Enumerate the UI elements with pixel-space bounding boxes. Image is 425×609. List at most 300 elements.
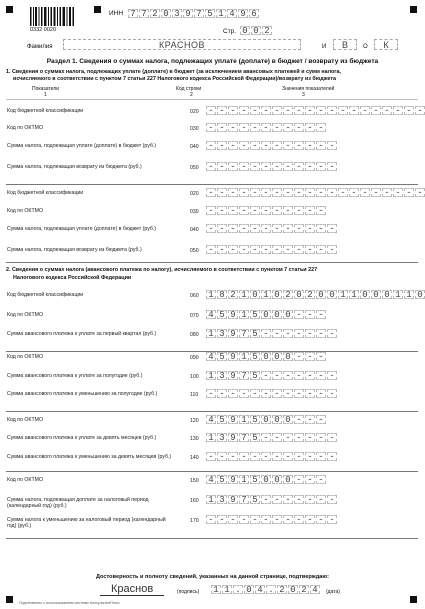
value-cell: - [316,452,326,461]
date-cell: 2 [299,585,309,594]
value-cell: - [305,106,315,115]
section-2-title-2: Налогового кодекса Российской Федерации [13,275,132,281]
value-cell: - [283,224,293,233]
value-cell: - [228,206,238,215]
value-cell: - [327,433,337,442]
value-cell: - [327,495,337,504]
row-code: 060 [190,293,199,299]
value-cell: - [283,162,293,171]
value-cell: 9 [228,475,238,484]
value-cell: 7 [239,371,249,380]
page-label: Стр. [223,28,237,35]
row-value-field[interactable] [206,495,338,504]
value-cell: 0 [283,310,293,319]
row-code: 020 [190,109,199,115]
value-cell: 1 [349,290,359,299]
value-cell: - [316,371,326,380]
value-cell: - [294,310,304,319]
value-cell: - [327,106,337,115]
row-label: Код бюджетной классификации [7,190,84,196]
initial-i-field[interactable]: В [333,39,357,50]
value-cell: 0 [360,290,370,299]
value-cell: 0 [283,475,293,484]
value-cell: 0 [272,352,282,361]
date-cell: 0 [244,585,254,594]
row-code: 160 [190,498,199,504]
value-cell: - [305,371,315,380]
value-cell: - [316,495,326,504]
value-cell: 0 [261,310,271,319]
credit-text: Подготовлено с использованием системы КонсультантПлюс [19,601,120,605]
inn-cell: 9 [238,9,248,18]
value-cell: - [206,106,216,115]
value-cell: - [217,123,227,132]
value-cell: - [305,188,315,197]
value-cell: - [415,188,425,197]
date-cell: 1 [211,585,221,594]
value-cell: - [217,162,227,171]
value-cell: - [316,141,326,150]
value-cell: - [294,475,304,484]
value-cell: - [217,515,227,524]
value-cell: - [206,224,216,233]
divider [6,538,418,539]
value-cell: - [305,162,315,171]
value-cell: - [217,245,227,254]
inn-cell: 0 [161,9,171,18]
inn-label: ИНН [109,10,124,17]
row-value-field[interactable] [206,475,327,484]
value-cell: - [239,452,249,461]
value-cell: - [316,188,326,197]
value-cell: - [294,123,304,132]
value-cell: - [250,188,260,197]
corner-marker [410,596,417,603]
divider [6,262,418,263]
value-cell: 7 [239,329,249,338]
value-cell: 0 [415,290,425,299]
row-code: 040 [190,227,199,233]
section-1-subtitle-2: исчисляемого в соответствии с пунктом 7 статьи 227 Налогового кодекса Российской Федерации)/возврату из бюджета [13,76,337,82]
row-code: 140 [190,455,199,461]
value-cell: 9 [228,433,238,442]
signature[interactable]: Краснов [111,583,154,595]
value-cell: - [327,188,337,197]
value-cell: 1 [206,495,216,504]
value-cell: - [250,162,260,171]
value-cell: - [316,433,326,442]
value-cell: - [349,106,359,115]
value-cell: - [283,452,293,461]
row-value-field[interactable] [206,389,338,398]
row-value-field[interactable] [206,123,327,132]
value-cell: 0 [272,290,282,299]
value-cell: - [316,515,326,524]
value-cell: 5 [217,352,227,361]
barcode-number: 0332 0020 [30,27,56,33]
value-cell: 5 [250,329,260,338]
row-value-field[interactable] [206,141,338,150]
value-cell: - [250,206,260,215]
signature-line [100,595,164,596]
value-cell: - [404,106,414,115]
value-cell: - [283,389,293,398]
value-cell: - [272,329,282,338]
value-cell: 7 [239,433,249,442]
value-cell: - [294,495,304,504]
divider [6,99,418,100]
value-cell: - [294,415,304,424]
value-cell: - [305,141,315,150]
value-cell: - [327,371,337,380]
value-cell: 0 [294,290,304,299]
divider [6,351,418,352]
value-cell: 1 [239,475,249,484]
value-cell: - [393,106,403,115]
value-cell: 3 [217,329,227,338]
value-cell: 1 [206,371,216,380]
value-cell: - [206,452,216,461]
value-cell: 0 [261,415,271,424]
surname-field[interactable]: КРАСНОВ [63,39,301,50]
row-value-field[interactable] [206,206,327,215]
value-cell: 5 [250,475,260,484]
value-cell: - [217,188,227,197]
row-value-field[interactable] [206,106,425,115]
value-cell: - [272,515,282,524]
value-cell: - [239,106,249,115]
value-cell: - [217,206,227,215]
row-label: Сумма налога, подлежащая уплате (доплате) в бюджет (руб.) [7,143,157,149]
value-cell: - [382,188,392,197]
value-cell: - [404,188,414,197]
initial-o-field[interactable]: К [374,39,398,50]
date-field[interactable] [211,585,321,594]
row-value-field[interactable] [206,224,338,233]
row-label: Код бюджетной классификации [7,292,84,298]
row-value-field[interactable] [206,452,338,461]
value-cell: 1 [239,352,249,361]
value-cell: - [217,224,227,233]
row-code: 030 [190,126,199,132]
row-label: Сумма налога, подлежащая возврату из бюджета (руб.) [7,164,142,170]
value-cell: 1 [206,433,216,442]
row-label: Код по ОКТМО [7,312,43,318]
value-cell: - [272,141,282,150]
value-cell: - [228,452,238,461]
value-cell: - [283,433,293,442]
row-value-field[interactable] [206,290,425,299]
value-cell: - [261,188,271,197]
value-cell: 0 [250,290,260,299]
value-cell: 3 [217,495,227,504]
value-cell: - [261,106,271,115]
col-header-values: Значения показателей [282,86,335,92]
value-cell: - [327,162,337,171]
inn-cell: 3 [172,9,182,18]
value-cell: - [283,329,293,338]
row-code: 030 [190,209,199,215]
inn-cell: 6 [249,9,259,18]
row-code: 120 [190,418,199,424]
initial-i-label: И [322,44,327,50]
value-cell: 1 [239,310,249,319]
value-cell: - [272,433,282,442]
value-cell: - [272,245,282,254]
row-label: Сумма авансового платежа к уплате за девять месяцев (руб.) [7,435,157,441]
value-cell: - [393,188,403,197]
value-cell: 0 [272,475,282,484]
value-cell: - [294,329,304,338]
value-cell: - [294,188,304,197]
value-cell: - [327,515,337,524]
value-cell: 3 [217,433,227,442]
inn-cell: 7 [128,9,138,18]
value-cell: 5 [250,415,260,424]
value-cell: - [206,245,216,254]
value-cell: - [228,141,238,150]
value-cell: - [206,123,216,132]
value-cell: - [250,452,260,461]
row-label: Сумма авансового платежа к уплате за полугодие (руб.) [7,373,143,379]
value-cell: 5 [250,371,260,380]
value-cell: 5 [217,310,227,319]
value-cell: - [250,245,260,254]
row-label: Сумма авансового платежа к уменьшению за девять месяцев (руб.) [7,454,172,460]
value-cell: 1 [239,290,249,299]
value-cell: - [338,106,348,115]
value-cell: - [261,141,271,150]
col-number-3: 3 [302,92,305,98]
value-cell: 2 [228,290,238,299]
value-cell: - [239,389,249,398]
row-value-field[interactable] [206,162,338,171]
page-cell: 0 [251,26,261,35]
value-cell: - [294,224,304,233]
value-cell: - [261,162,271,171]
value-cell: - [283,515,293,524]
signature-label: (подпись) [177,589,200,595]
value-cell: 5 [250,495,260,504]
value-cell: - [305,206,315,215]
value-cell: - [272,162,282,171]
divider [6,471,418,472]
value-cell: - [250,224,260,233]
value-cell: - [261,452,271,461]
row-label: Код по ОКТМО [7,125,43,131]
value-cell: 1 [261,290,271,299]
value-cell: 0 [283,415,293,424]
value-cell: 9 [228,352,238,361]
confirm-text: Достоверность и полноту сведений, указанных на данной странице, подтверждаю: [96,574,329,580]
value-cell: - [250,515,260,524]
value-cell: 9 [228,415,238,424]
value-cell: - [250,141,260,150]
value-cell: 4 [206,310,216,319]
value-cell: - [283,123,293,132]
value-cell: - [294,162,304,171]
value-cell: - [305,495,315,504]
value-cell: - [272,224,282,233]
corner-marker [6,6,13,13]
value-cell: - [261,433,271,442]
value-cell: - [305,352,315,361]
value-cell: 0 [316,290,326,299]
row-value-field[interactable] [206,371,338,380]
value-cell: - [415,106,425,115]
value-cell: - [206,141,216,150]
value-cell: - [206,188,216,197]
col-number-2: 2 [190,92,193,98]
page-cell: 0 [240,26,250,35]
value-cell: - [294,245,304,254]
value-cell: - [283,495,293,504]
value-cell: - [228,188,238,197]
value-cell: - [239,123,249,132]
value-cell: - [228,162,238,171]
row-value-field[interactable] [206,352,327,361]
value-cell: - [261,371,271,380]
inn-cell: 4 [227,9,237,18]
value-cell: - [316,123,326,132]
value-cell: 1 [206,290,216,299]
value-cell: 5 [250,310,260,319]
row-value-field[interactable] [206,329,338,338]
row-label: Сумма налога к уменьшению за налоговый период (календарный год) (руб.) [7,517,166,530]
value-cell: 8 [217,290,227,299]
value-cell: - [239,515,249,524]
value-cell: - [371,106,381,115]
value-cell: - [272,123,282,132]
value-cell: - [261,495,271,504]
value-cell: - [239,162,249,171]
value-cell: - [217,452,227,461]
row-value-field[interactable] [206,433,338,442]
inn-field[interactable] [128,9,260,18]
value-cell: - [239,188,249,197]
value-cell: 9 [228,310,238,319]
date-cell: . [233,585,243,594]
value-cell: - [294,389,304,398]
row-code: 090 [190,355,199,361]
value-cell: - [217,141,227,150]
value-cell: 5 [250,433,260,442]
row-label: Код по ОКТМО [7,477,43,483]
section-1-title: Раздел 1. Сведения о суммах налога, подлежащих уплате (доплате) в бюджет / возврату из бюджета [46,58,379,65]
row-value-field[interactable] [206,415,327,424]
value-cell: - [382,106,392,115]
value-cell: - [305,329,315,338]
value-cell: - [327,329,337,338]
row-code: 040 [190,144,199,150]
value-cell: - [283,206,293,215]
value-cell: - [305,515,315,524]
value-cell: - [283,245,293,254]
value-cell: - [371,188,381,197]
value-cell: - [272,188,282,197]
row-label: Сумма авансового платежа к уменьшению за полугодие (руб.) [7,391,158,397]
value-cell: 4 [206,475,216,484]
row-code: 020 [190,191,199,197]
value-cell: - [305,433,315,442]
divider [6,411,418,412]
value-cell: - [272,452,282,461]
value-cell: - [305,415,315,424]
value-cell: - [316,310,326,319]
date-cell: 2 [277,585,287,594]
value-cell: - [294,106,304,115]
value-cell: - [316,329,326,338]
value-cell: - [272,389,282,398]
row-value-field[interactable] [206,245,338,254]
date-cell: 4 [255,585,265,594]
page-number-field[interactable] [240,26,273,35]
value-cell: - [283,371,293,380]
value-cell: - [283,188,293,197]
value-cell: - [206,515,216,524]
value-cell: - [294,206,304,215]
value-cell: - [316,475,326,484]
value-cell: - [338,188,348,197]
row-code: 050 [190,248,199,254]
value-cell: - [239,224,249,233]
value-cell: - [305,310,315,319]
value-cell: - [294,141,304,150]
row-label: Код по ОКТМО [7,354,43,360]
row-code: 100 [190,374,199,380]
value-cell: - [228,224,238,233]
value-cell: - [316,245,326,254]
value-cell: 1 [393,290,403,299]
value-cell: - [316,106,326,115]
value-cell: - [250,123,260,132]
value-cell: - [305,123,315,132]
value-cell: 0 [327,290,337,299]
row-code: 070 [190,313,199,319]
value-cell: - [294,433,304,442]
value-cell: 9 [228,371,238,380]
value-cell: - [261,206,271,215]
date-cell: . [266,585,276,594]
value-cell: 0 [371,290,381,299]
row-code: 150 [190,478,199,484]
date-label: (дата) [326,589,340,595]
row-label: Код бюджетной классификации [7,108,84,114]
value-cell: - [316,206,326,215]
value-cell: 5 [250,352,260,361]
value-cell: - [283,106,293,115]
value-cell: - [294,452,304,461]
row-value-field[interactable] [206,515,338,524]
value-cell: 4 [206,415,216,424]
value-cell: - [261,389,271,398]
value-cell: 3 [217,371,227,380]
corner-marker [6,596,13,603]
inn-cell: 9 [183,9,193,18]
corner-marker [94,6,101,13]
value-cell: - [316,224,326,233]
value-cell: - [261,123,271,132]
section-1-subtitle-1: 1. Сведения о суммах налога, подлежащих уплате (доплате) в бюджет (за исключением авансовых платежей и сумм налога, [6,69,342,75]
value-cell: - [261,515,271,524]
value-cell: 5 [217,475,227,484]
value-cell: - [327,389,337,398]
row-value-field[interactable] [206,188,425,197]
value-cell: - [283,141,293,150]
row-label: Код по ОКТМО [7,417,43,423]
row-value-field[interactable] [206,310,327,319]
value-cell: - [272,495,282,504]
